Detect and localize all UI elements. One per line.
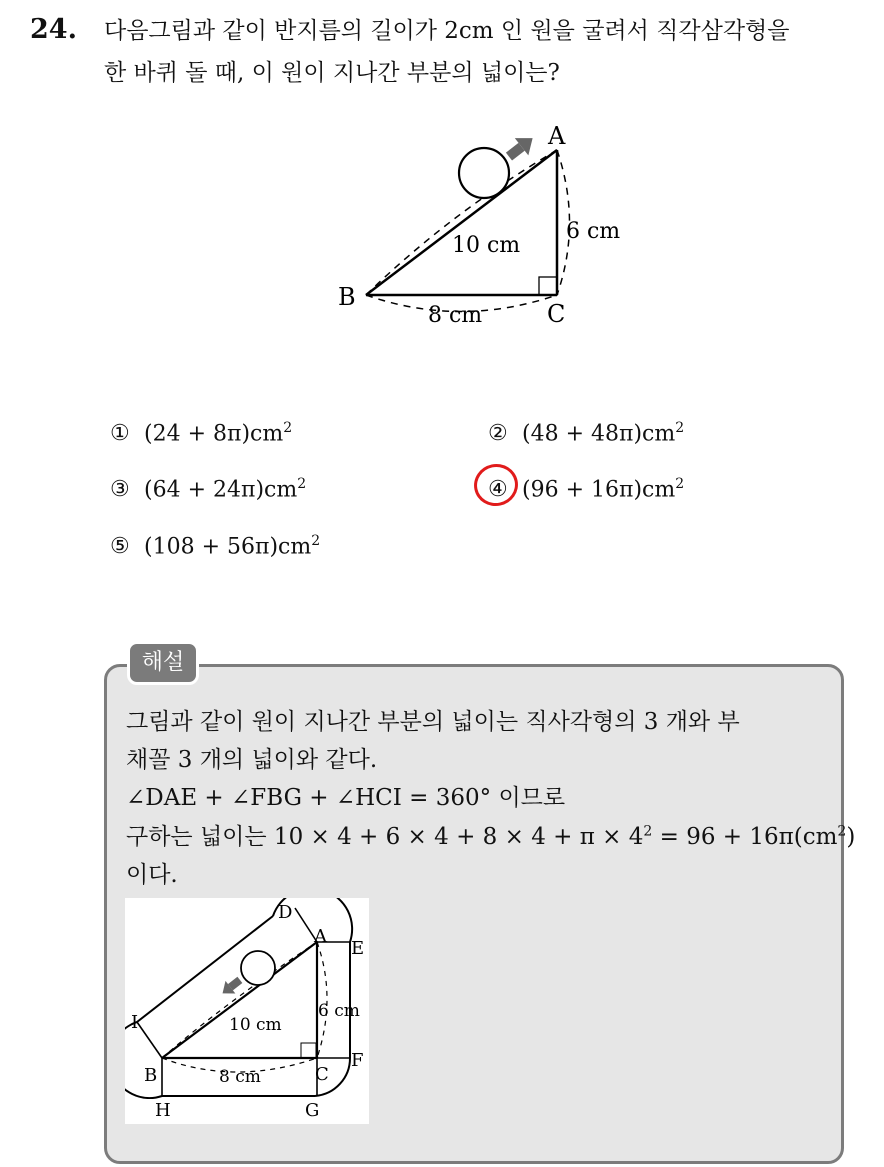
choice-3-text: (64 + 24π)cm bbox=[144, 477, 298, 503]
fig2-label-H: H bbox=[155, 1100, 171, 1121]
fig2-label-C: C bbox=[315, 1064, 329, 1085]
fig2-label-F: F bbox=[351, 1050, 364, 1071]
choice-5[interactable]: ⑤ $(108 + 56\pi)cm^2$ bbox=[110, 533, 321, 560]
fig2-label-E: E bbox=[351, 938, 365, 959]
question-text-line1: 다음그림과 같이 반지름의 길이가 2cm 인 원을 굴려서 직각삼각형을 bbox=[104, 18, 790, 44]
solution-line4: 구하는 넓이는 $10 \times 4 + 6 \times 4 + 8 \times 4 + \pi \times 4^2 = 96 + 16\pi(cm^2)$ bbox=[126, 823, 856, 850]
choice-5-text: (108 + 56π)cm bbox=[144, 534, 312, 560]
choice-4-text: (96 + 16π)cm bbox=[522, 477, 676, 503]
choice-2[interactable]: ② $(48 + 48\pi)cm^2$ bbox=[488, 420, 685, 447]
choice-2-text: (48 + 48π)cm bbox=[522, 421, 676, 447]
label-B: B bbox=[338, 283, 356, 311]
choice-5-mark: ⑤ bbox=[110, 534, 130, 560]
fig2-label-hyp: 10 cm bbox=[229, 1015, 282, 1035]
label-base: 8 cm bbox=[428, 303, 483, 328]
fig2-label-G: G bbox=[305, 1100, 320, 1121]
solution-line1: 그림과 같이 원이 지나간 부분의 넓이는 직사각형의 3 개와 부 bbox=[126, 709, 740, 735]
label-C: C bbox=[547, 300, 566, 328]
fig2-label-D: D bbox=[278, 902, 293, 923]
answer-circle-mark bbox=[470, 460, 522, 510]
choice-4-mark: ④ bbox=[488, 477, 508, 503]
choice-2-mark: ② bbox=[488, 421, 508, 447]
direction-arrow-icon bbox=[502, 129, 539, 165]
solution-line5: 이다. bbox=[126, 862, 178, 888]
solution-line2: 채꼴 3 개의 넓이와 같다. bbox=[126, 747, 378, 773]
choice-1-mark: ① bbox=[110, 421, 130, 447]
fig2-label-base: 8 cm bbox=[219, 1067, 261, 1087]
triangle-figure bbox=[330, 118, 640, 333]
choice-4[interactable]: ④ $(96 + 16\pi)cm^2$ bbox=[488, 476, 685, 503]
label-hypotenuse: 10 cm bbox=[452, 233, 521, 258]
solution-figure bbox=[125, 898, 369, 1124]
question-text-line2: 한 바퀴 돌 때, 이 원이 지나간 부분의 넓이는? bbox=[104, 60, 560, 86]
fig2-label-vert: 6 cm bbox=[318, 1001, 360, 1021]
solution-line3: ∠DAE + ∠FBG + ∠HCI = 360° 이므로 bbox=[126, 785, 566, 811]
choice-3-mark: ③ bbox=[110, 477, 130, 503]
choice-1[interactable]: ① $(24 + 8\pi)cm^2$ bbox=[110, 420, 293, 447]
fig2-label-A: A bbox=[314, 926, 327, 947]
solution-tab: 해설 bbox=[127, 641, 199, 685]
choice-1-text: (24 + 8π)cm bbox=[144, 421, 284, 447]
question-number: 24. bbox=[30, 14, 77, 45]
label-vertical: 6 cm bbox=[566, 219, 621, 244]
rolling-circle bbox=[459, 148, 509, 198]
fig2-label-I: I bbox=[131, 1012, 139, 1033]
label-A: A bbox=[548, 122, 566, 150]
choice-3[interactable]: ③ $(64 + 24\pi)cm^2$ bbox=[110, 476, 307, 503]
fig2-label-B: B bbox=[144, 1065, 158, 1086]
